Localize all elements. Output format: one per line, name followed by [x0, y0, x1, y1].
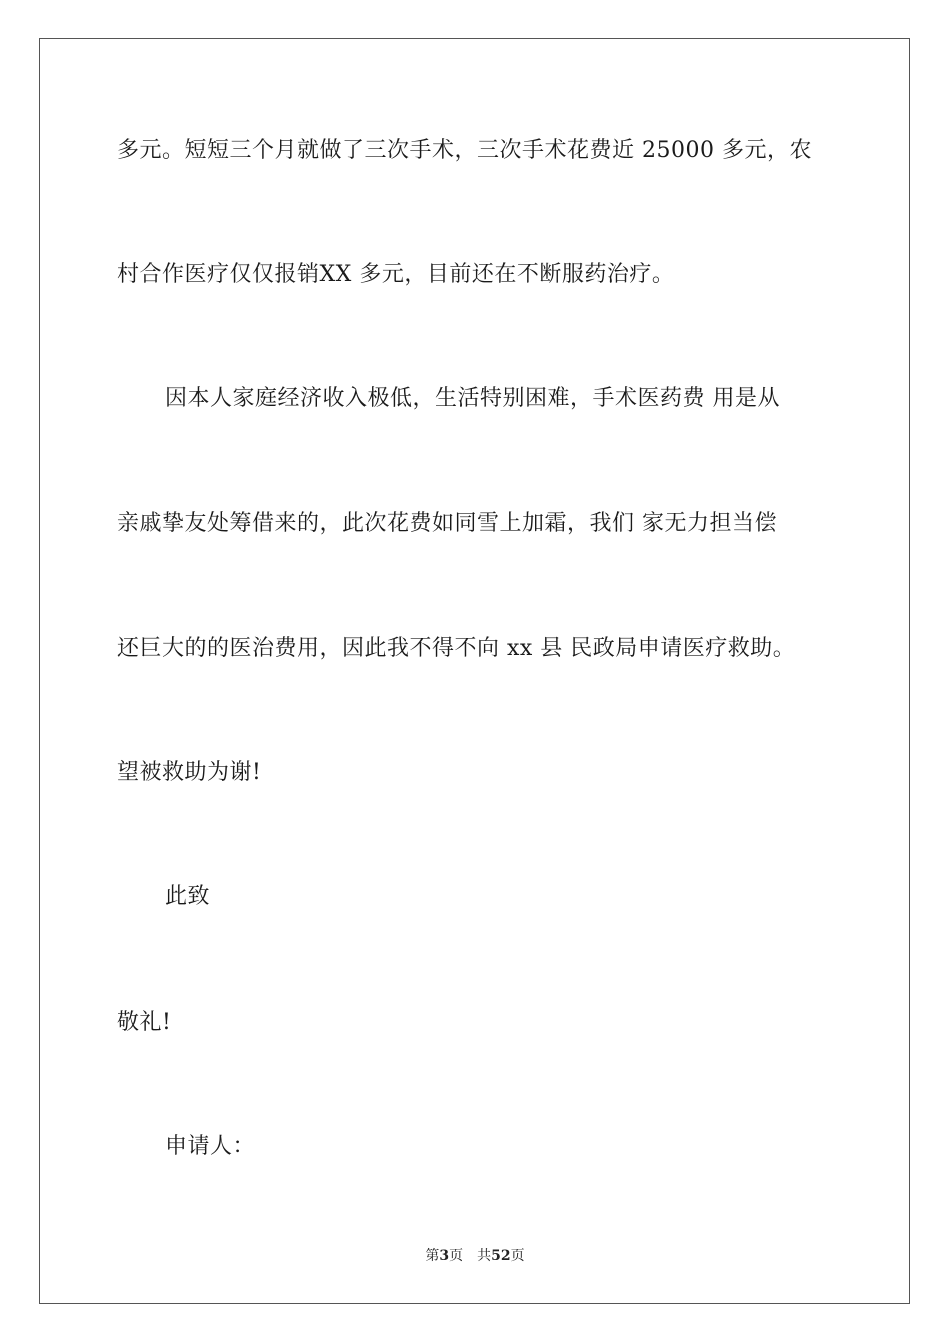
body-line-5: 还巨大的的医治费用，因此我不得不向 xx 县 民政局申请医疗救助。 — [117, 636, 796, 661]
page-suffix: 页 — [449, 1248, 464, 1264]
body-line-1: 多元。短短三个月就做了三次手术，三次手术花费近 25000 多元，农 — [117, 138, 812, 163]
page-prefix: 第 — [425, 1248, 440, 1264]
total-prefix: 共 — [477, 1248, 492, 1264]
closing-salutation: 此致 — [165, 884, 211, 909]
closing-regards: 敬礼! — [117, 1010, 172, 1035]
page-border — [39, 38, 910, 1304]
body-line-3: 因本人家庭经济收入极低，生活特别困难，手术医药费 用是从 — [165, 386, 780, 411]
total-suffix: 页 — [510, 1248, 525, 1264]
total-pages: 52 — [491, 1248, 511, 1264]
body-line-4: 亲戚挚友处筹借来的，此次花费如同雪上加霜，我们 家无力担当偿 — [117, 511, 777, 536]
body-line-2: 村合作医疗仅仅报销XX 多元，目前还在不断服药治疗。 — [117, 262, 675, 287]
page-footer — [0, 1247, 950, 1265]
applicant-label: 申请人： — [165, 1134, 256, 1159]
page-number: 3 — [439, 1248, 450, 1264]
body-line-6: 望被救助为谢! — [117, 760, 262, 785]
